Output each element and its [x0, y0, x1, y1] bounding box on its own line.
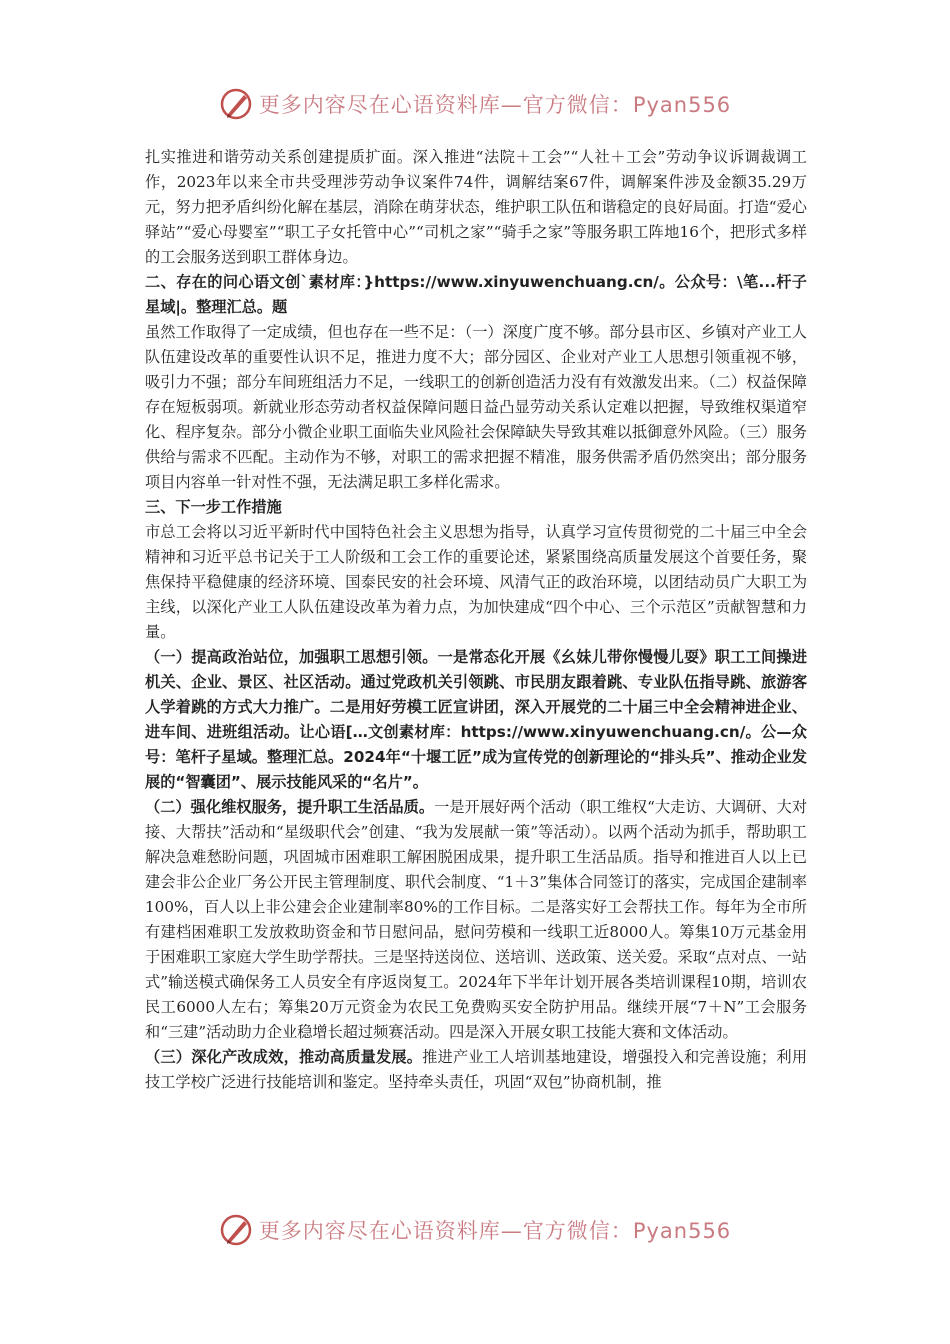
banner-account: Pyan556	[632, 93, 732, 117]
banner-text: 更多内容尽在心语资料库—官方微信：	[258, 93, 633, 117]
paragraph-political-guidance: （一）提高政治站位，加强职工思想引领。一是常态化开展《幺妹儿带你慢慢儿耍》职工工间操进机关、企业、景区、社区活动。通过党政机关引领跳、市民朋友跟着跳、专业队伍指导跳、旅游客人学着跳的方式大力推广。二是用好劳模工匠宣讲团，深入开展党的二十届三中全会精神进企业、进车间、进班组活动。让心语[…文创素材库：https://www.xinyuwenchuang.cn/。公—众号：笔杆子星域。整理汇总。2024年“十堰工匠”成为宣传党的创新理论的“排头兵”、推动企业发展的“智囊团”、展示技能风采的“名片”。	[145, 648, 807, 791]
paragraph-reform-results-lead: （三）深化产改成效，推动高质量发展。	[145, 1048, 423, 1066]
pen-logo-icon	[219, 1213, 253, 1247]
top-watermark-banner	[0, 84, 950, 124]
banner-text: 更多内容尽在心语资料库—官方微信：	[258, 1219, 633, 1243]
section-heading-problems: 二、存在的问心语文创`素材库：}https://www.xinyuwenchuang.cn/。公众号：\笔...杆子星域|。整理汇总。题	[145, 273, 807, 316]
banner-account: Pyan556	[632, 1219, 732, 1243]
paragraph-problems: 虽然工作取得了一定成绩，但也存在一些不足：（一）深度广度不够。部分县市区、乡镇对产业工人队伍建设改革的重要性认识不足，推进力度不大；部分园区、企业对产业工人思想引领重视不够，吸引力不强；部分车间班组活力不足，一线职工的创新创造活力没有有效激发出来。（二）权益保障存在短板弱项。新就业形态劳动者权益保障问题日益凸显劳动关系认定难以把握，导致维权渠道窄化、程序复杂。部分小微企业职工面临失业风险社会保障缺失导致其难以抵御意外风险。（三）服务供给与需求不匹配。主动作为不够，对职工的需求把握不精准，服务供需矛盾仍然突出；部分服务项目内容单一针对性不强，无法满足职工多样化需求。	[145, 323, 807, 491]
paragraph-next-steps-intro: 市总工会将以习近平新时代中国特色社会主义思想为指导，认真学习宣传贯彻党的二十届三中全会精神和习近平总书记关于工人阶级和工会工作的重要论述，紧紧围绕高质量发展这个首要任务，聚焦保持平稳健康的经济环境、国泰民安的社会环境、风清气正的政治环境，以团结动员广大职工为主线，以深化产业工人队伍建设改革为着力点，为加快建成“四个中心、三个示范区”贡献智慧和力量。	[145, 523, 807, 641]
paragraph-rights-service-body: 一是开展好两个活动（职工维权“大走访、大调研、大对接、大帮扶”活动和“星级职代会”创建、“我为发展献一策”等活动）。以两个活动为抓手，帮助职工解决急难愁盼问题，巩固城市困难职工解困脱困成果，提升职工生活品质。指导和推进百人以上已建会非公企业厂务公开民主管理制度、职代会制度、“1＋3”集体合同签订的落实，完成国企建制率100%，百人以上非公建会企业建制率80%的工作目标。二是落实好工会帮扶工作。每年为全市所有建档困难职工发放救助资金和节日慰问品，慰问劳模和一线职工近8000人。筹集10万元基金用于困难职工家庭大学生助学帮扶。三是坚持送岗位、送培训、送政策、送关爱。采取“点对点、一站式”输送模式确保务工人员安全有序返岗复工。2024年下半年计划开展各类培训课程10期，培训农民工6000人左右；筹集20万元资金为农民工免费购买安全防护用品。继续开展“7＋N”工会服务和“三建”活动助力企业稳增长超过频赛活动。四是深入开展女职工技能大赛和文体活动。	[145, 798, 808, 1041]
paragraph-labor-relations: 扎实推进和谐劳动关系创建提质扩面。深入推进“法院＋工会”“人社＋工会”劳动争议诉调裁调工作，2023年以来全市共受理涉劳动争议案件74件，调解结案67件，调解案件涉及金额35.29万元，努力把矛盾纠纷化解在基层，消除在萌芽状态，维护职工队伍和谐稳定的良好局面。打造“爱心驿站”“爱心母婴室”“职工子女托管中心”“司机之家”“骑手之家”等服务职工阵地16个，把形式多样的工会服务送到职工群体身边。	[145, 148, 807, 266]
bottom-watermark-banner	[0, 1210, 950, 1250]
document-body	[145, 145, 807, 1095]
paragraph-rights-service-lead: （二）强化维权服务，提升职工生活品质。	[145, 798, 435, 816]
paragraph-reform-results-body: 推进产业工人培训基地建设，增强投入和完善设施；利用技工学校广泛进行技能培训和鉴定。坚持牵头责任，巩固“双包”协商机制，推	[145, 1048, 808, 1091]
paragraph-rights-service	[145, 795, 807, 1045]
paragraph-reform-results	[145, 1045, 807, 1095]
pen-logo-icon	[219, 87, 253, 121]
section-heading-next-steps: 三、下一步工作措施	[145, 498, 282, 516]
